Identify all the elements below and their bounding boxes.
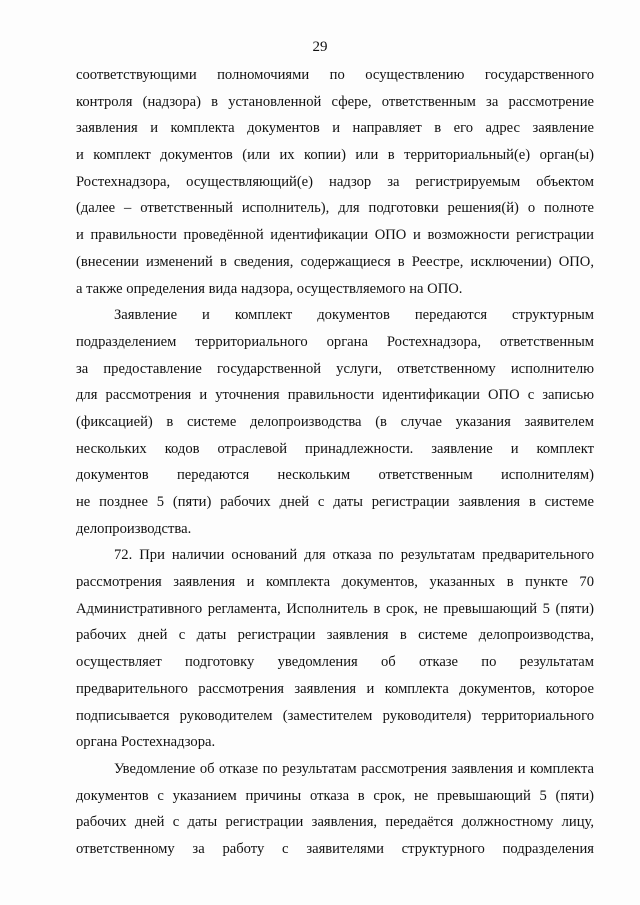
text-line: осуществляет подготовку уведомления об отказе по результатам	[76, 654, 594, 671]
text-line: делопроизводства.	[76, 520, 192, 537]
text-line: документов с указанием причины отказа в срок, не превышающий 5 (пяти)	[76, 787, 594, 804]
text-line: 72. При наличии оснований для отказа по результатам предварительного	[114, 547, 594, 564]
text-line: не позднее 5 (пяти) рабочих дней с даты регистрации заявления в системе	[76, 494, 594, 510]
text-line: предварительного рассмотрения заявления и комплекта документов, которое	[76, 680, 594, 697]
paragraph-refusal-notice	[76, 756, 594, 863]
text-line: (далее – ответственный исполнитель), для подготовки решения(й) о полноте	[76, 200, 594, 217]
text-line: рассмотрения заявления и комплекта документов, указанных в пункте 70	[76, 574, 594, 591]
paragraph-submission	[76, 302, 594, 542]
text-line: соответствующими полномочиями по осуществлению государственного	[76, 67, 594, 83]
text-line: Уведомление об отказе по результатам рассмотрения заявления и комплекта	[114, 760, 594, 777]
text-line: документов передаются нескольким ответственным исполнителям)	[76, 467, 594, 484]
text-line: Административного регламента, Исполнитель в срок, не превышающий 5 (пяти)	[76, 600, 594, 617]
text-line: рабочих дней с даты регистрации заявления, передаётся должностному лицу,	[76, 814, 594, 831]
text-line: (внесении изменений в сведения, содержащиеся в Реестре, исключении) ОПО,	[76, 253, 594, 270]
text-line: органа Ростехнадзора.	[76, 734, 216, 751]
text-line: Ростехнадзора, осуществляющий(е) надзор за регистрируемым объектом	[76, 173, 594, 190]
document-body	[76, 62, 594, 863]
text-line: и комплект документов (или их копии) или в территориальный(е) орган(ы)	[76, 147, 594, 164]
text-line: а также определения вида надзора, осуществляемого на ОПО.	[76, 280, 463, 297]
text-line: подразделением территориального органа Ростехнадзора, ответственным	[76, 333, 594, 350]
text-line: (фиксацией) в системе делопроизводства (в случае указания заявителем	[76, 413, 594, 430]
text-line: для рассмотрения и уточнения правильности идентификации ОПО с записью	[76, 387, 594, 404]
text-line: и правильности проведённой идентификации ОПО и возможности регистрации	[76, 227, 594, 244]
page-number: 29	[312, 39, 328, 55]
text-line: рабочих дней с даты регистрации заявления в системе делопроизводства,	[76, 627, 594, 644]
text-line: за предоставление государственной услуги, ответственному исполнителю	[76, 360, 594, 377]
text-line: контроля (надзора) в установленной сфере, ответственным за рассмотрение	[76, 93, 594, 110]
text-line: заявления и комплекта документов и направляет в его адрес заявление	[76, 120, 594, 137]
text-line: подписывается руководителем (заместителем руководителя) территориального	[76, 707, 594, 724]
text-line: ответственному за работу с заявителями структурного подразделения	[76, 840, 594, 857]
text-line: нескольких кодов отраслевой принадлежности. заявление и комплект	[76, 440, 594, 457]
paragraph-item-72	[76, 542, 594, 756]
text-line: Заявление и комплект документов передаются структурным	[114, 307, 594, 324]
paragraph-continuation	[76, 62, 594, 302]
